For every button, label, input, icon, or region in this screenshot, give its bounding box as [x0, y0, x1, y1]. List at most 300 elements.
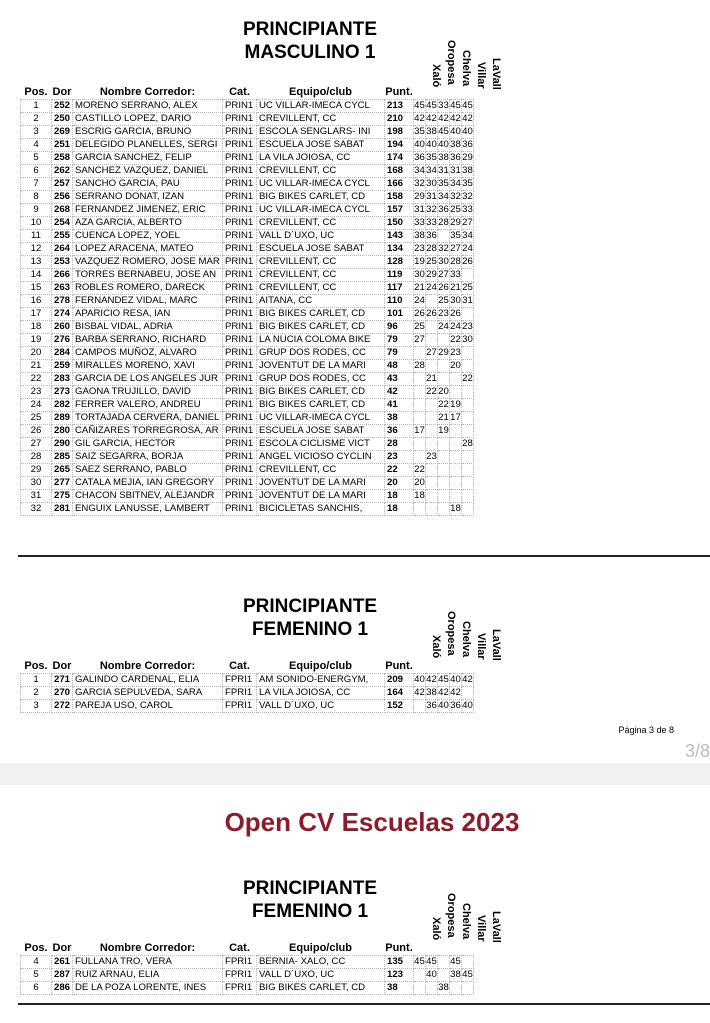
cell-race-points: 42	[462, 113, 473, 124]
cell-race-points: 28	[462, 438, 473, 449]
col-points: Punt.	[385, 86, 413, 98]
cell-name: ROBLES ROMERO, DARECK	[73, 282, 223, 295]
cell-dor: 281	[52, 503, 73, 516]
cell-pos: 31	[21, 490, 52, 503]
cell-name: SANCHEZ VAZQUEZ, DANIEL	[73, 165, 223, 178]
cell-cat: PRIN1	[223, 269, 257, 282]
cell-race-points: 19	[450, 399, 461, 410]
cell-race-points: 40	[462, 126, 473, 137]
cell-name: CAMPOS MUÑOZ, ALVARO	[73, 347, 223, 360]
cell-race-points	[438, 360, 450, 373]
cell-dor: 290	[52, 438, 73, 451]
table-body	[21, 956, 474, 995]
cell-race-points: 22	[438, 399, 449, 410]
cell-points: 164	[385, 687, 414, 700]
col-name: Nombre Corredor:	[99, 942, 196, 954]
cell-cat: FPRI1	[223, 674, 257, 687]
cell-race-points: 36	[462, 139, 473, 150]
cell-race-points	[414, 438, 426, 451]
cell-race-points: 40	[462, 700, 473, 711]
cell-club: ESCOLA SENGLARS- INI	[257, 126, 385, 139]
cell-name: TORTAJADA CERVERA, DANIEL	[73, 412, 223, 425]
cell-race-points: 31	[450, 165, 461, 176]
cell-race-points: 19	[414, 256, 425, 267]
cell-race-points: 38	[414, 230, 425, 241]
cell-race-points: 32	[450, 191, 461, 202]
cell-race-points: 40	[414, 674, 425, 685]
cell-cat: PRIN1	[223, 191, 257, 204]
table-row	[21, 204, 474, 217]
table-body	[21, 100, 474, 516]
cell-name: GAONA TRUJILLO, DAVID	[73, 386, 223, 399]
cell-race-points	[426, 477, 438, 490]
cell-cat: FPRI1	[223, 687, 257, 700]
cell-dor: 276	[52, 334, 73, 347]
cell-cat: PRIN1	[223, 308, 257, 321]
cell-pos: 24	[21, 399, 52, 412]
cell-race-points: 25	[450, 204, 461, 215]
cell-race-points	[426, 399, 438, 412]
cell-dor: 250	[52, 113, 73, 126]
cell-race-points	[462, 347, 474, 360]
cell-race-points: 22	[450, 334, 461, 345]
cell-race-points: 30	[438, 256, 449, 267]
cell-pos: 19	[21, 334, 52, 347]
cell-race-points	[438, 451, 450, 464]
cell-race-points: 26	[450, 308, 461, 319]
cell-pos: 4	[21, 139, 52, 152]
cell-club: UC VILLAR-IMECA CYCL	[257, 178, 385, 191]
table-row	[21, 308, 474, 321]
cell-dor: 275	[52, 490, 73, 503]
table-row	[21, 490, 474, 503]
divider	[18, 1003, 710, 1005]
cell-name: DELEGIDO PLANELLES, SERGI	[73, 139, 223, 152]
cell-name: DE LA POZA LORENTE, INES	[73, 982, 223, 995]
cell-race-points	[414, 386, 426, 399]
cell-pos: 22	[21, 373, 52, 386]
cell-race-points: 35	[414, 126, 425, 137]
cell-pos: 1	[21, 100, 52, 113]
cell-pos: 29	[21, 464, 52, 477]
cell-pos: 23	[21, 386, 52, 399]
cell-cat: PRIN1	[223, 295, 257, 308]
cell-club: BIG BIKES CARLET, CD	[257, 399, 385, 412]
table-row	[21, 399, 474, 412]
cell-dor: 251	[52, 139, 73, 152]
cell-dor: 280	[52, 425, 73, 438]
cell-pos: 3	[21, 126, 52, 139]
col-cat: Cat.	[229, 660, 250, 672]
table-row	[21, 674, 474, 687]
cell-race-points: 45	[414, 100, 425, 111]
cell-race-points: 33	[450, 269, 461, 280]
cell-race-points	[462, 412, 474, 425]
results-table	[20, 941, 474, 995]
cell-points: 194	[385, 139, 414, 152]
table-row	[21, 243, 474, 256]
cell-race-points	[462, 503, 474, 516]
cell-club: BIG BIKES CARLET, CD	[257, 321, 385, 334]
cell-name: GARCIA DE LOS ANGELES JUR	[73, 373, 223, 386]
cell-race-points: 29	[438, 347, 449, 358]
cell-cat: PRIN1	[223, 204, 257, 217]
cell-race-points: 20	[450, 360, 461, 371]
table-row	[21, 165, 474, 178]
cell-club: CREVILLENT, CC	[257, 256, 385, 269]
table-header	[21, 85, 474, 100]
cell-race-points: 21	[414, 282, 425, 293]
cell-race-points: 29	[426, 269, 437, 280]
cell-race-points: 30	[450, 295, 461, 306]
cell-cat: PRIN1	[223, 373, 257, 386]
cell-points: 79	[385, 347, 414, 360]
section1-title: PRINCIPIANTE MASCULINO 1	[242, 19, 378, 63]
cell-pos: 20	[21, 347, 52, 360]
cell-race-points: 22	[462, 373, 473, 384]
cell-dor: 261	[52, 956, 73, 969]
cell-name: FULLANA TRO, VERA	[73, 956, 223, 969]
cell-name: GIL GARCIA, HECTOR	[73, 438, 223, 451]
cell-name: FERRER VALERO, ANDREU	[73, 399, 223, 412]
cell-race-points	[414, 451, 426, 464]
cell-points: 96	[385, 321, 414, 334]
cell-pos: 30	[21, 477, 52, 490]
race-header: LaVall	[490, 629, 502, 661]
table-row	[21, 687, 474, 700]
cell-points: 166	[385, 178, 414, 191]
page-separator	[0, 763, 710, 785]
cell-cat: PRIN1	[223, 217, 257, 230]
cell-points: 42	[385, 386, 414, 399]
cell-race-points: 40	[414, 139, 425, 150]
cell-pos: 12	[21, 243, 52, 256]
cell-race-points: 28	[414, 360, 425, 371]
col-points: Punt.	[385, 942, 413, 954]
race-header: Villar	[475, 915, 487, 942]
cell-race-points	[438, 464, 450, 477]
results-table	[20, 659, 474, 713]
cell-race-points: 38	[438, 152, 449, 163]
cell-points: 157	[385, 204, 414, 217]
cell-race-points: 19	[438, 425, 449, 436]
col-name: Nombre Corredor:	[99, 86, 196, 98]
cell-points: 22	[385, 464, 414, 477]
cell-name: MIRALLES MORENO, XAVI	[73, 360, 223, 373]
cell-race-points: 45	[426, 956, 437, 967]
cell-race-points: 42	[438, 687, 449, 698]
table-row	[21, 321, 474, 334]
cell-dor: 269	[52, 126, 73, 139]
cell-club: VALL D´UXO, UC	[257, 700, 385, 713]
race-header: Villar	[475, 62, 487, 89]
event-title: Open CV Escuelas 2023	[224, 807, 520, 837]
cell-race-points: 24	[450, 321, 461, 332]
col-club: Equipo/club	[289, 942, 352, 954]
cell-cat: PRIN1	[223, 139, 257, 152]
cell-club: JOVENTUT DE LA MARI	[257, 477, 385, 490]
cell-race-points: 40	[450, 126, 461, 137]
cell-club: BERNIA- XALO, CC	[257, 956, 385, 969]
cell-club: GRUP DOS RODES, CC	[257, 347, 385, 360]
cell-dor: 278	[52, 295, 73, 308]
cell-race-points: 24	[426, 282, 437, 293]
table-header	[21, 941, 474, 956]
cell-race-points	[438, 477, 450, 490]
cell-race-points: 26	[438, 282, 449, 293]
cell-race-points	[426, 982, 438, 995]
table-row	[21, 412, 474, 425]
cell-club: CREVILLENT, CC	[257, 113, 385, 126]
cell-club: BIG BIKES CARLET, CD	[257, 308, 385, 321]
cell-cat: PRIN1	[223, 282, 257, 295]
cell-club: LA VILA JOIOSA, CC	[257, 152, 385, 165]
cell-points: 168	[385, 165, 414, 178]
cell-race-points	[462, 451, 474, 464]
cell-race-points: 22	[426, 386, 437, 397]
table-row	[21, 347, 474, 360]
cell-pos: 6	[21, 165, 52, 178]
cell-race-points: 40	[426, 139, 437, 150]
cell-name: FERNANDEZ JIMENEZ, ERIC	[73, 204, 223, 217]
cell-race-points: 25	[426, 256, 437, 267]
cell-race-points: 26	[414, 308, 425, 319]
table-row	[21, 334, 474, 347]
cell-name: ENGUIX LANUSSE, LAMBERT	[73, 503, 223, 516]
table-row	[21, 982, 474, 995]
cell-pos: 17	[21, 308, 52, 321]
race-header: Chelva	[460, 50, 472, 87]
cell-race-points: 33	[462, 204, 473, 215]
race-header: Villar	[475, 633, 487, 660]
cell-dor: 286	[52, 982, 73, 995]
cell-cat: PRIN1	[223, 230, 257, 243]
col-club: Equipo/club	[289, 86, 352, 98]
table-row	[21, 256, 474, 269]
cell-cat: PRIN1	[223, 399, 257, 412]
cell-race-points: 29	[450, 217, 461, 228]
cell-race-points: 18	[450, 503, 461, 514]
cell-race-points: 35	[438, 178, 449, 189]
cell-points: 28	[385, 438, 414, 451]
table-row	[21, 425, 474, 438]
cell-race-points: 38	[462, 165, 473, 176]
cell-club: BIG BIKES CARLET, CD	[257, 386, 385, 399]
cell-race-points: 40	[438, 700, 449, 711]
cell-race-points	[414, 373, 426, 386]
col-club: Equipo/club	[289, 660, 352, 672]
cell-club: CREVILLENT, CC	[257, 165, 385, 178]
table-row	[21, 191, 474, 204]
cell-dor: 277	[52, 477, 73, 490]
table-row	[21, 100, 474, 113]
cell-dor: 271	[52, 674, 73, 687]
cell-club: LA VILA JOIOSA, CC	[257, 687, 385, 700]
cell-race-points: 34	[414, 165, 425, 176]
race-header: Oropesa	[445, 611, 457, 656]
cell-pos: 14	[21, 269, 52, 282]
page-footer: Página 3 de 8	[618, 725, 674, 735]
cell-race-points	[462, 386, 474, 399]
cell-points: 20	[385, 477, 414, 490]
cell-cat: FPRI1	[223, 982, 257, 995]
cell-pos: 18	[21, 321, 52, 334]
cell-race-points: 42	[426, 674, 437, 685]
cell-dor: 285	[52, 451, 73, 464]
cell-race-points: 29	[414, 191, 425, 202]
cell-race-points: 27	[438, 269, 449, 280]
cell-race-points	[414, 969, 426, 982]
cell-race-points: 38	[450, 969, 461, 980]
cell-club: GRUP DOS RODES, CC	[257, 373, 385, 386]
cell-race-points	[426, 321, 438, 334]
cell-race-points	[438, 490, 450, 503]
col-name: Nombre Corredor:	[99, 660, 196, 672]
cell-race-points: 36	[450, 152, 461, 163]
table-row	[21, 178, 474, 191]
cell-dor: 268	[52, 204, 73, 217]
cell-cat: PRIN1	[223, 412, 257, 425]
cell-dor: 256	[52, 191, 73, 204]
race-header: Oropesa	[445, 40, 457, 85]
cell-race-points	[462, 360, 474, 373]
cell-race-points: 45	[438, 674, 449, 685]
cell-race-points: 21	[438, 412, 449, 423]
cell-pos: 32	[21, 503, 52, 516]
cell-race-points: 36	[426, 230, 437, 241]
cell-pos: 11	[21, 230, 52, 243]
cell-race-points: 42	[414, 687, 425, 698]
cell-name: MORENO SERRANO, ALEX	[73, 100, 223, 113]
table-row	[21, 152, 474, 165]
cell-name: ESCRIG GARCIA, BRUNO	[73, 126, 223, 139]
cell-race-points: 33	[426, 217, 437, 228]
cell-points: 38	[385, 982, 414, 995]
cell-points: 143	[385, 230, 414, 243]
cell-race-points: 45	[462, 969, 473, 980]
cell-race-points: 20	[414, 477, 425, 488]
cell-points: 128	[385, 256, 414, 269]
cell-race-points	[450, 451, 462, 464]
cell-club: BIG BIKES CARLET, CD	[257, 982, 385, 995]
cell-race-points: 30	[426, 178, 437, 189]
cell-club: BIG BIKES CARLET, CD	[257, 191, 385, 204]
cell-race-points: 40	[438, 139, 449, 150]
cell-points: 134	[385, 243, 414, 256]
cell-dor: 265	[52, 464, 73, 477]
cell-cat: PRIN1	[223, 243, 257, 256]
cell-race-points	[426, 438, 438, 451]
cell-pos: 25	[21, 412, 52, 425]
cell-dor: 253	[52, 256, 73, 269]
cell-club: UC VILLAR-IMECA CYCL	[257, 412, 385, 425]
cell-pos: 6	[21, 982, 52, 995]
cell-pos: 2	[21, 113, 52, 126]
cell-race-points	[414, 347, 426, 360]
cell-cat: PRIN1	[223, 256, 257, 269]
cell-pos: 3	[21, 700, 52, 713]
cell-club: AM SONIDO-ENERGYM,	[257, 674, 385, 687]
cell-name: CASTILLO LOPEZ, DARIO	[73, 113, 223, 126]
cell-name: SANCHO GARCIA, PAU	[73, 178, 223, 191]
cell-dor: 284	[52, 347, 73, 360]
cell-dor: 254	[52, 217, 73, 230]
cell-race-points: 42	[450, 113, 461, 124]
cell-cat: PRIN1	[223, 464, 257, 477]
cell-race-points: 23	[426, 451, 437, 462]
cell-race-points: 27	[450, 243, 461, 254]
cell-club: VALL D´UXO, UC	[257, 230, 385, 243]
cell-club: VALL D´UXO, UC	[257, 969, 385, 982]
cell-race-points: 36	[450, 700, 461, 711]
race-header: Xaló	[430, 635, 442, 659]
cell-points: 41	[385, 399, 414, 412]
cell-points: 135	[385, 956, 414, 969]
cell-race-points	[438, 373, 450, 386]
table-row	[21, 139, 474, 152]
cell-name: APARICIO RESA, IAN	[73, 308, 223, 321]
table-row	[21, 969, 474, 982]
cell-race-points	[450, 982, 462, 995]
cell-cat: PRIN1	[223, 425, 257, 438]
cell-race-points: 23	[438, 308, 449, 319]
cell-race-points: 34	[426, 165, 437, 176]
cell-race-points: 36	[426, 700, 437, 711]
cell-race-points: 28	[426, 243, 437, 254]
cell-dor: 283	[52, 373, 73, 386]
table-header	[21, 659, 474, 674]
col-pos: Pos.	[24, 942, 48, 954]
cell-cat: PRIN1	[223, 165, 257, 178]
table-row	[21, 269, 474, 282]
cell-race-points: 42	[450, 687, 461, 698]
cell-race-points: 35	[462, 178, 473, 189]
cell-race-points	[462, 425, 474, 438]
col-cat: Cat.	[229, 942, 250, 954]
cell-name: GARCIA SANCHEZ, FELIP	[73, 152, 223, 165]
race-header: Xaló	[430, 917, 442, 941]
cell-pos: 5	[21, 152, 52, 165]
cell-race-points: 32	[426, 204, 437, 215]
cell-club: CREVILLENT, CC	[257, 282, 385, 295]
cell-cat: PRIN1	[223, 126, 257, 139]
cell-race-points	[414, 503, 426, 516]
cell-race-points: 31	[462, 295, 473, 306]
cell-race-points	[438, 334, 450, 347]
cell-race-points	[426, 412, 438, 425]
cell-points: 18	[385, 490, 414, 503]
cell-cat: PRIN1	[223, 100, 257, 113]
table-row	[21, 113, 474, 126]
cell-race-points: 28	[450, 256, 461, 267]
table-row	[21, 126, 474, 139]
cell-race-points: 25	[462, 282, 473, 293]
cell-name: CHACON SBITNEV, ALEJANDR	[73, 490, 223, 503]
cell-race-points	[462, 982, 474, 995]
cell-race-points: 24	[414, 295, 425, 306]
table-body	[21, 674, 474, 713]
col-cat: Cat.	[229, 86, 250, 98]
cell-race-points: 38	[426, 687, 437, 698]
cell-race-points: 25	[414, 321, 425, 332]
cell-points: 210	[385, 113, 414, 126]
cell-club: JOVENTUT DE LA MARI	[257, 360, 385, 373]
cell-cat: PRIN1	[223, 503, 257, 516]
cell-race-points: 45	[450, 956, 461, 967]
cell-race-points	[438, 956, 450, 969]
cell-race-points: 40	[450, 674, 461, 685]
cell-race-points: 30	[462, 334, 473, 345]
